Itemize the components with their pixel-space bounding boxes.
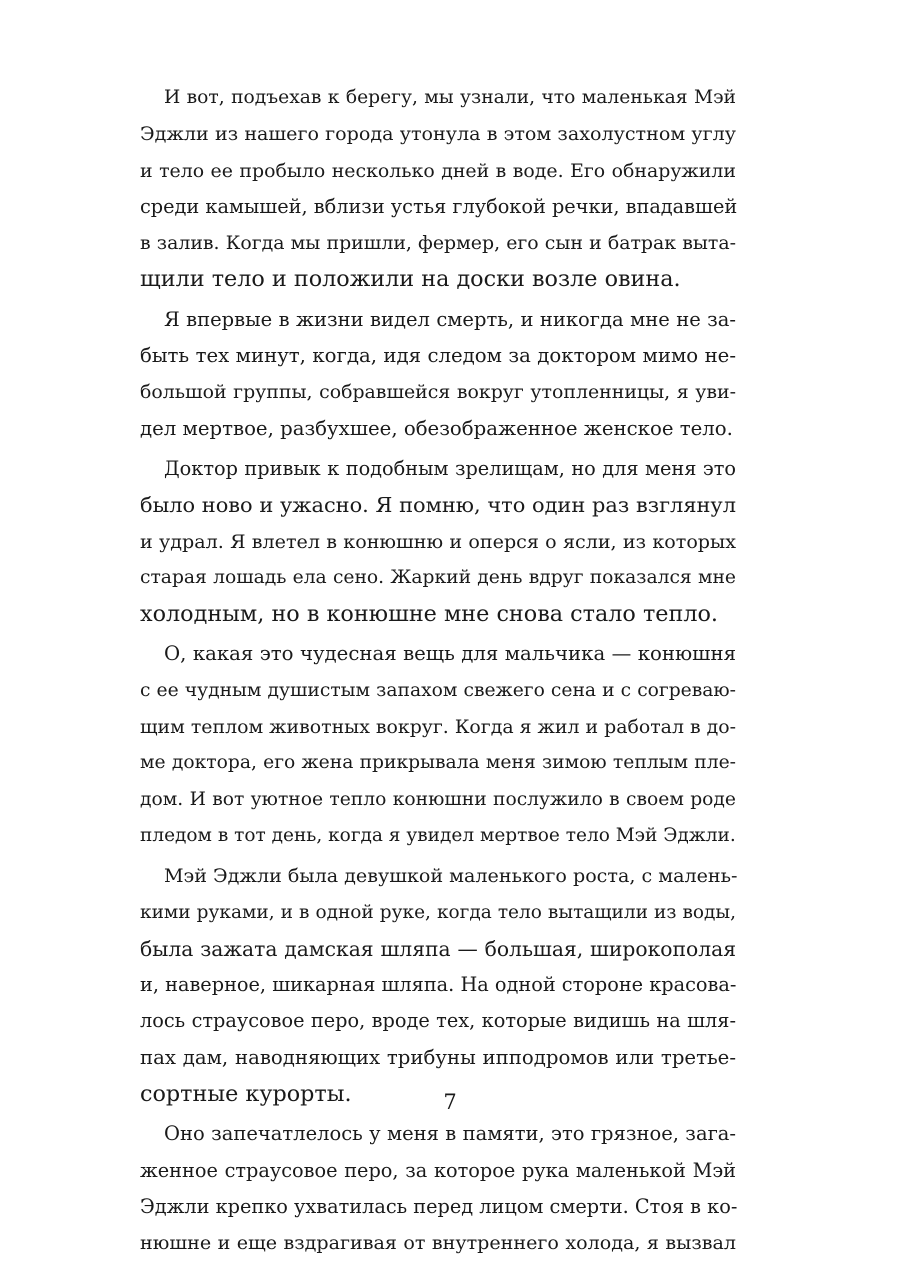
text-line: Эджли крепко ухватилась перед лицом смерти. Стоя в ко-: [140, 1194, 738, 1218]
text-line: ме доктора, его жена прикрывала меня зимою теплым пле-: [140, 752, 736, 774]
text-line: дел мертвое, разбухшее, обезображенное женское тело.: [140, 416, 733, 440]
text-line: была зажата дамская шляпа — большая, широкополая: [140, 936, 736, 961]
text-line: с ее чудным душистым запахом свежего сена и с согреваю-: [140, 679, 736, 701]
text-line: О, какая это чудесная вещь для мальчика — конюшня: [164, 642, 736, 666]
text-line: кими руками, и в одной руке, когда тело вытащили из воды,: [140, 901, 736, 923]
paragraph: [140, 858, 736, 1112]
paragraph: [140, 1116, 736, 1261]
text-line: было ново и ужасно. Я помню, что один раз взглянул: [140, 493, 736, 518]
text-line: и тело ее пробыло несколько дней в воде. Его обнаружили: [140, 159, 736, 182]
text-line: лось страусовое перо, вроде тех, которые видишь на шля-: [140, 1009, 736, 1033]
text-line: быть тех минут, когда, идя следом за доктором мимо не-: [140, 344, 736, 368]
text-line: пах дам, наводняющих трибуны ипподромов или третье-: [140, 1045, 736, 1069]
text-line: и, наверное, шикарная шляпа. На одной стороне красова-: [140, 973, 737, 997]
text-line: щим теплом животных вокруг. Когда я жил и работал в до-: [140, 716, 736, 739]
text-line: старая лошадь ела сено. Жаркий день вдруг показался мне: [140, 566, 736, 588]
paragraph: [140, 302, 736, 447]
text-line: Эджли из нашего города утонула в этом захолустном углу: [140, 122, 736, 146]
text-line: и удрал. Я влетел в конюшню и оперся о ясли, из которых: [140, 529, 736, 553]
text-line: женное страусовое перо, за которое рука маленькой Мэй: [140, 1158, 736, 1182]
text-line: Доктор привык к подобным зрелищам, но для меня это: [164, 456, 736, 480]
text-line: дом. И вот уютное тепло конюшни послужило в своем роде: [140, 788, 736, 810]
text-line: Оно запечатлелось у меня в памяти, это грязное, зага-: [164, 1122, 736, 1146]
text-line: в залив. Когда мы пришли, фермер, его сын и батрак выта-: [140, 232, 736, 255]
text-line: Мэй Эджли была девушкой маленького роста, с малень-: [164, 864, 738, 888]
text-line: щили тело и положили на доски возле овина.: [140, 266, 681, 293]
text-line: Я впервые в жизни видел смерть, и никогда мне не за-: [164, 307, 736, 331]
page-number: 7: [443, 1090, 457, 1114]
paragraph: [140, 80, 736, 298]
text-line: большой группы, собравшейся вокруг утопленницы, я уви-: [140, 381, 736, 404]
text-line: И вот, подъехав к берегу, мы узнали, что маленькая Мэй: [164, 87, 736, 108]
text-line: холодным, но в конюшне мне снова стало тепло.: [140, 601, 719, 628]
paragraph: [140, 451, 736, 632]
text-line: среди камышей, вблизи устья глубокой речки, впадавшей: [140, 194, 738, 218]
body-text: [140, 80, 736, 1266]
text-line: сортные курорты.: [140, 1081, 352, 1108]
text-line: нюшне и еще вздрагивая от внутреннего холода, я вызвал: [140, 1231, 736, 1255]
text-line: пледом в тот день, когда я увидел мертвое тело Мэй Эджли.: [140, 824, 736, 846]
paragraph: [140, 636, 736, 854]
